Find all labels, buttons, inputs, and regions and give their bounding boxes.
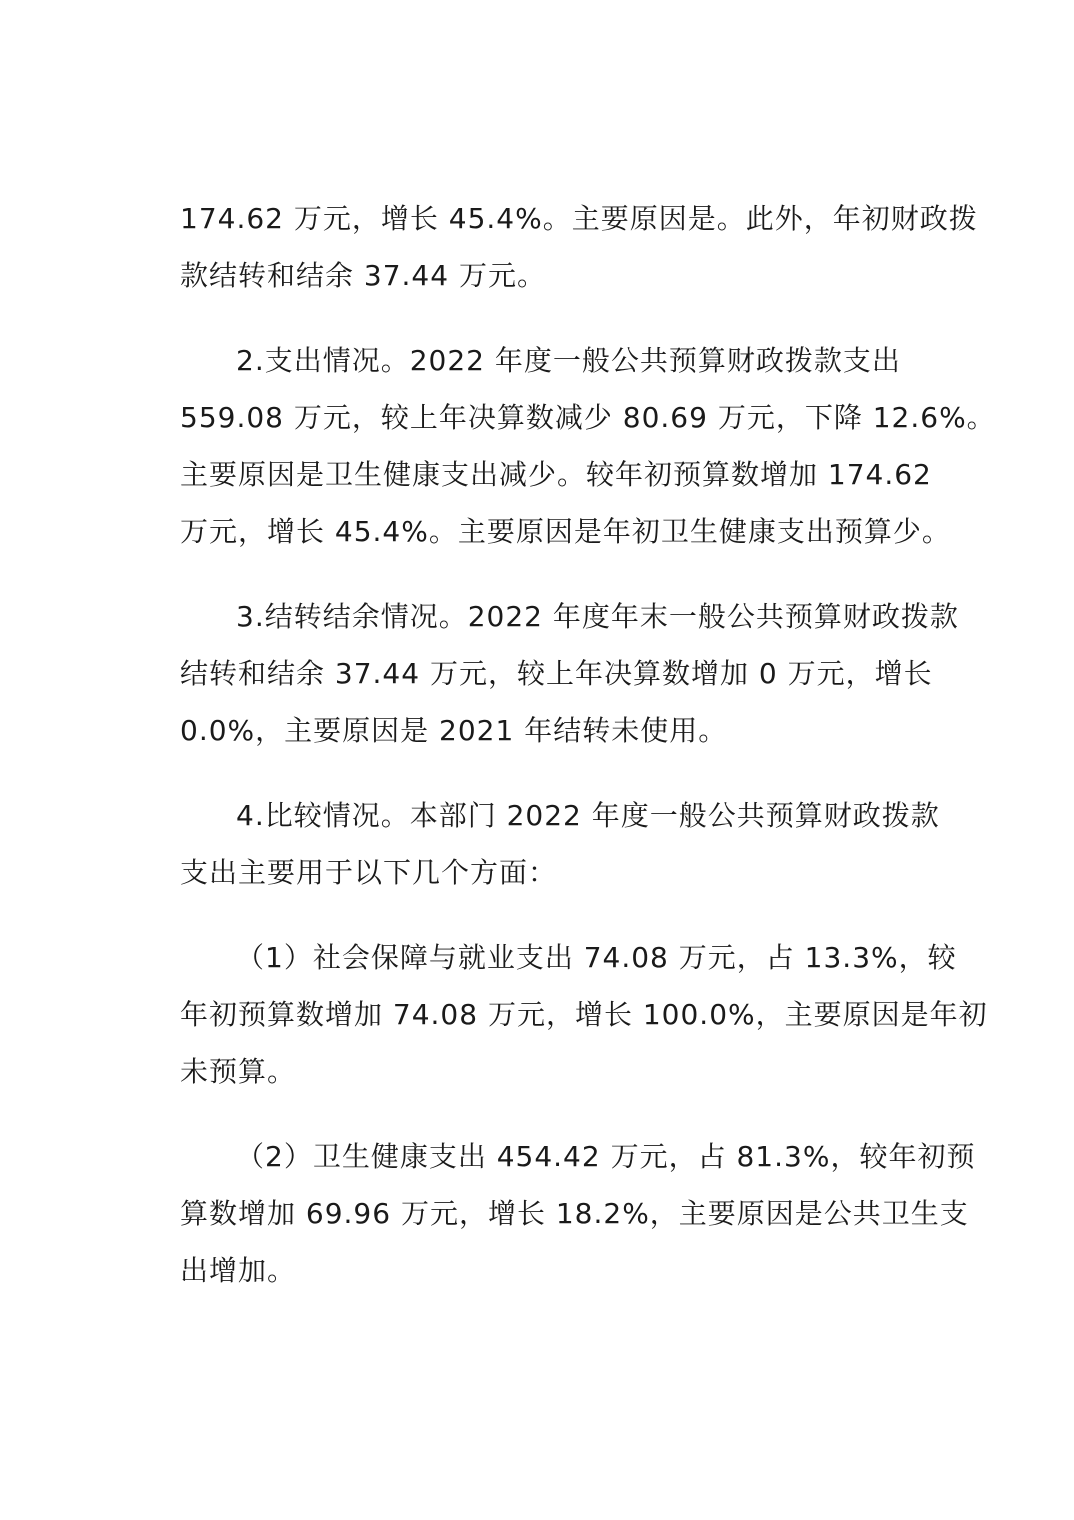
- text-line: 0.0%，主要原因是 2021 年结转未使用。: [180, 714, 728, 747]
- text-line: 4.比较情况。本部门 2022 年度一般公共预算财政拨款: [236, 799, 940, 832]
- text-line: 款结转和结余 37.44 万元。: [180, 259, 546, 292]
- text-line: 出增加。: [180, 1254, 297, 1287]
- text-line: （1）社会保障与就业支出 74.08 万元，占 13.3%，较: [236, 941, 957, 974]
- text-line: 未预算。: [180, 1055, 297, 1088]
- text-line: 支出主要用于以下几个方面：: [180, 856, 558, 889]
- paragraph-1: [180, 190, 978, 304]
- paragraph-social-security: [180, 929, 988, 1100]
- document-body: [180, 190, 996, 1327]
- text-line: （2）卫生健康支出 454.42 万元，占 81.3%，较年初预: [236, 1140, 976, 1173]
- text-line: 559.08 万元，较上年决算数减少 80.69 万元，下降 12.6%。: [180, 401, 996, 434]
- text-line: 万元，增长 45.4%。主要原因是年初卫生健康支出预算少。: [180, 515, 951, 548]
- text-line: 174.62 万元，增长 45.4%。主要原因是。此外，年初财政拨: [180, 202, 978, 235]
- paragraph-health: [180, 1128, 976, 1299]
- text-line: 主要原因是卫生健康支出减少。较年初预算数增加 174.62: [180, 458, 932, 491]
- paragraph-carryover: [180, 588, 959, 759]
- text-line: 2.支出情况。2022 年度一般公共预算财政拨款支出: [236, 344, 901, 377]
- paragraph-comparison: [180, 787, 940, 901]
- text-line: 结转和结余 37.44 万元，较上年决算数增加 0 万元，增长: [180, 657, 933, 690]
- text-line: 算数增加 69.96 万元，增长 18.2%，主要原因是公共卫生支: [180, 1197, 969, 1230]
- text-line: 年初预算数增加 74.08 万元，增长 100.0%，主要原因是年初: [180, 998, 988, 1031]
- paragraph-expenditure: [180, 332, 996, 560]
- text-line: 3.结转结余情况。2022 年度年末一般公共预算财政拨款: [236, 600, 959, 633]
